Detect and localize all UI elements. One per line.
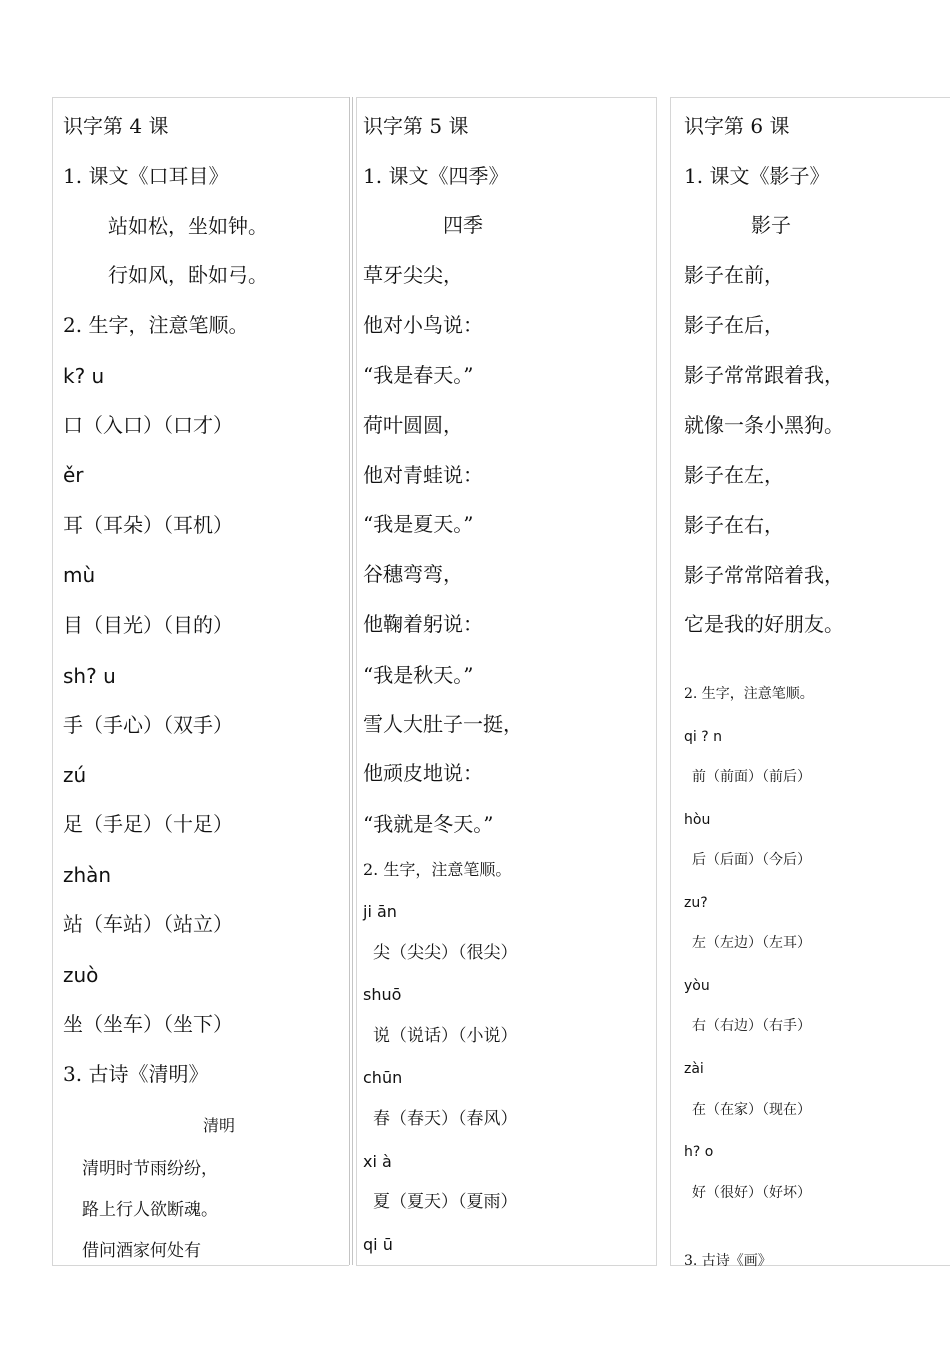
pinyin: ěr: [63, 463, 84, 487]
lesson-title: 识字第 5 课: [363, 114, 469, 138]
poem-line: 路上行人欲断魂。: [82, 1200, 218, 1220]
pinyin: mù: [63, 563, 96, 587]
column-divider: [352, 97, 353, 1265]
section-heading: 2. 生字，注意笔顺。: [363, 860, 512, 879]
lesson-title: 识字第 6 课: [684, 114, 790, 138]
text-line: “我是秋天。”: [363, 663, 474, 687]
text-line: 他对小鸟说：: [363, 313, 483, 337]
text-line: 影子常常陪着我，: [684, 563, 844, 587]
text-line: 影子在后，: [684, 313, 784, 337]
text-title: 四季: [443, 213, 483, 237]
section-heading: 3. 古诗《画》: [684, 1253, 772, 1269]
section-heading: 2. 生字，注意笔顺。: [63, 313, 249, 337]
word-entry: 手（手心）（双手）: [63, 713, 233, 737]
text-line: 行如风，卧如弓。: [108, 263, 268, 287]
lesson-title: 识字第 4 课: [63, 114, 169, 138]
word-entry: 右（右边）（右手）: [692, 1018, 811, 1034]
text-line: 雪人大肚子一挺，: [363, 712, 523, 736]
pinyin: xi à: [363, 1152, 392, 1171]
section-heading: 3. 古诗《清明》: [63, 1062, 209, 1086]
pinyin: zú: [63, 763, 87, 787]
word-entry: 夏（夏天）（夏雨）: [373, 1192, 518, 1212]
poem-line: 借问酒家何处有: [82, 1241, 201, 1261]
pinyin: qi ? n: [684, 729, 722, 745]
text-line: “我是春天。”: [363, 363, 474, 387]
text-line: “我是夏天。”: [363, 512, 474, 536]
lesson-6-column: [670, 97, 950, 1269]
text-line: 影子在左，: [684, 463, 784, 487]
word-entry: 好（很好）（好坏）: [692, 1185, 811, 1201]
pinyin: zài: [684, 1061, 704, 1077]
text-line: 他对青蛙说：: [363, 463, 483, 487]
word-entry: 足（手足）（十足）: [63, 812, 233, 836]
text-line: 他鞠着躬说：: [363, 612, 483, 636]
word-entry: 尖（尖尖）（很尖）: [373, 943, 518, 963]
pinyin: yòu: [684, 978, 710, 994]
pinyin: k? u: [63, 364, 105, 388]
pinyin: zu?: [684, 895, 708, 911]
text-line: 谷穗弯弯，: [363, 562, 463, 586]
text-line: 影子在前，: [684, 263, 784, 287]
pinyin: chūn: [363, 1068, 403, 1087]
word-entry: 目（目光）（目的）: [63, 613, 233, 637]
text-line: 他顽皮地说：: [363, 761, 483, 785]
text-line: 站如松，坐如钟。: [108, 214, 268, 238]
pinyin: ji ān: [363, 902, 397, 921]
word-entry: 耳（耳朵）（耳机）: [63, 513, 233, 537]
text-line: 就像一条小黑狗。: [684, 413, 844, 437]
word-entry: 站（车站）（站立）: [63, 912, 233, 936]
pinyin: zuò: [63, 963, 99, 987]
pinyin: zhàn: [63, 863, 112, 887]
pinyin: shuō: [363, 985, 402, 1004]
word-entry: 坐（坐车）（坐下）: [63, 1012, 233, 1036]
word-entry: 在（在家）（现在）: [692, 1102, 811, 1118]
pinyin: qi ū: [363, 1235, 393, 1254]
pinyin: hòu: [684, 812, 711, 828]
text-line: 草牙尖尖，: [363, 263, 463, 287]
text-line: 影子常常跟着我，: [684, 363, 844, 387]
word-entry: 前（前面）（前后）: [692, 769, 811, 785]
poem-title: 清明: [203, 1116, 236, 1135]
text-line: 影子在右，: [684, 513, 784, 537]
pinyin: sh? u: [63, 664, 116, 688]
word-entry: 后（后面）（今后）: [692, 852, 811, 868]
word-entry: 口（入口）（口才）: [63, 413, 233, 437]
text-heading: 1. 课文《四季》: [363, 164, 509, 188]
section-heading: 2. 生字，注意笔顺。: [684, 686, 814, 702]
column-divider: [349, 97, 350, 1265]
text-title: 影子: [751, 213, 791, 237]
poem-line: 清明时节雨纷纷，: [82, 1159, 218, 1179]
lesson-5-column: [356, 97, 657, 1266]
text-heading: 1. 课文《影子》: [684, 164, 830, 188]
word-entry: 左（左边）（左耳）: [692, 935, 811, 951]
word-entry: 春（春天）（春风）: [373, 1109, 518, 1129]
text-line: 它是我的好朋友。: [684, 612, 844, 636]
text-line: “我就是冬天。”: [363, 812, 494, 836]
text-heading: 1. 课文《口耳目》: [63, 164, 229, 188]
text-line: 荷叶圆圆，: [363, 413, 463, 437]
pinyin: h? o: [684, 1144, 714, 1160]
word-entry: 说（说话）（小说）: [373, 1026, 518, 1046]
lesson-4-column: [52, 97, 349, 1266]
